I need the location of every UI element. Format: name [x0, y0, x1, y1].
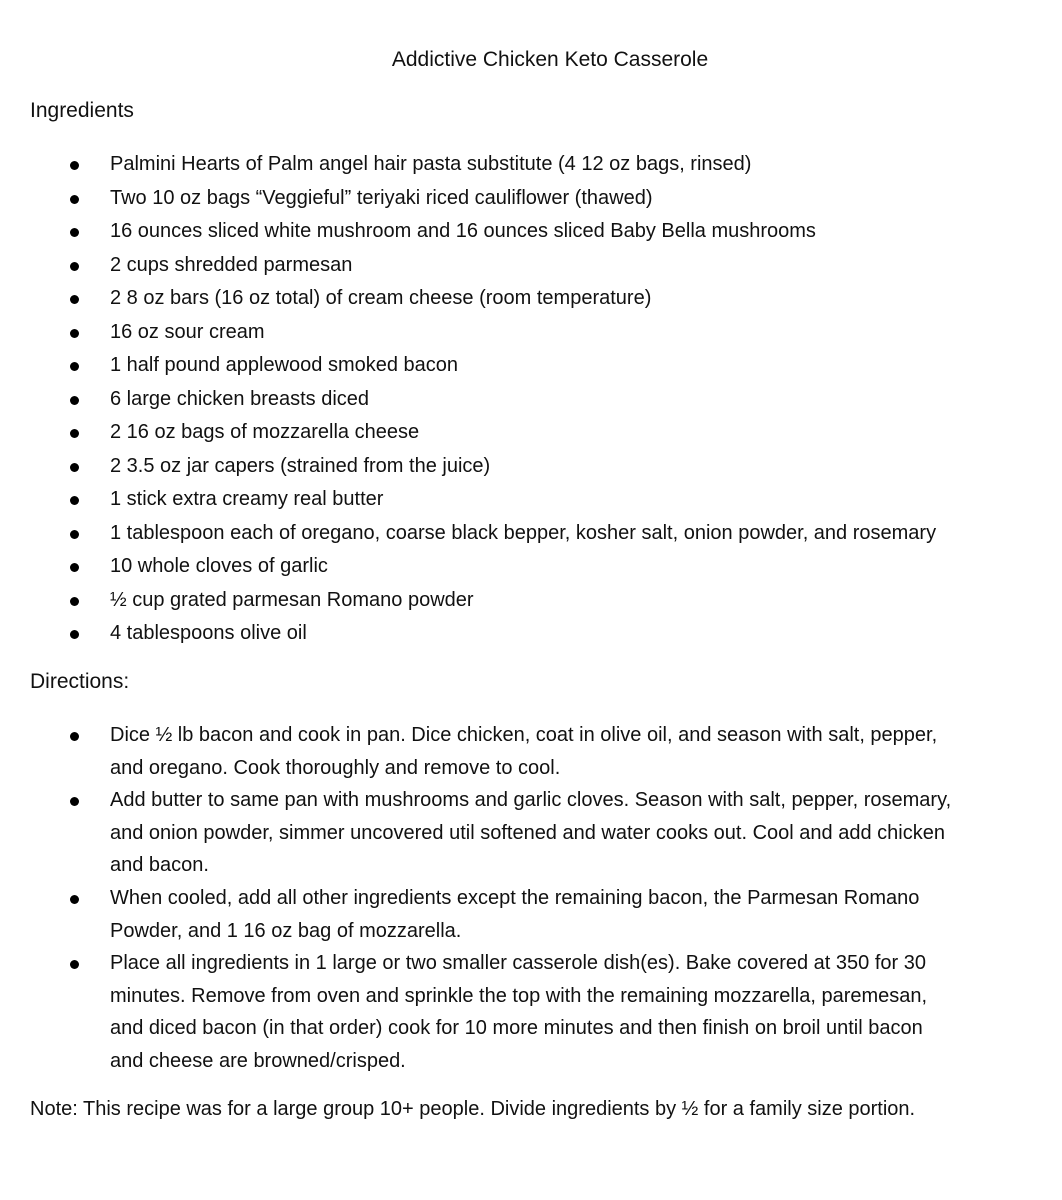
document-title: Addictive Chicken Keto Casserole [391, 48, 709, 71]
bullet-icon [70, 262, 79, 271]
ingredient-text: 16 oz sour cream [110, 320, 265, 343]
ingredient-item [0, 349, 1062, 383]
ingredient-item [0, 416, 1062, 450]
recipe-note: Note: This recipe was for a large group 10+ people. Divide ingredients by ½ for a family size portion. [30, 1098, 916, 1120]
ingredient-text: 4 tablespoons olive oil [110, 622, 307, 644]
bullet-icon [70, 463, 79, 472]
ingredient-item [0, 282, 1062, 316]
ingredients-list [0, 148, 1062, 651]
ingredient-text: Two 10 oz bags “Veggieful” teriyaki riced cauliflower (thawed) [110, 186, 653, 209]
ingredient-item [0, 215, 1062, 249]
bullet-icon [70, 295, 79, 304]
ingredient-item [0, 316, 1062, 350]
direction-text-line: Add butter to same pan with mushrooms and garlic cloves. Season with salt, pepper, rosemary, [110, 789, 952, 812]
ingredient-text: ½ cup grated parmesan Romano powder [110, 588, 474, 611]
ingredient-text: 16 ounces sliced white mushroom and 16 ounces sliced Baby Bella mushrooms [110, 220, 816, 242]
direction-step [0, 719, 1062, 784]
ingredient-text: 2 cups shredded parmesan [110, 253, 353, 276]
bullet-icon [70, 732, 79, 741]
ingredient-text: 2 16 oz bags of mozzarella cheese [110, 421, 420, 443]
ingredient-item [0, 148, 1062, 182]
direction-step [0, 784, 1062, 882]
directions-list [0, 719, 1062, 1078]
ingredient-item [0, 450, 1062, 484]
ingredient-text: 1 tablespoon each of oregano, coarse black bepper, kosher salt, onion powder, and rosemary [110, 521, 937, 544]
ingredient-text: 1 half pound applewood smoked bacon [110, 354, 459, 376]
ingredient-item [0, 182, 1062, 216]
direction-text-line: and oregano. Cook thoroughly and remove to cool. [110, 756, 561, 779]
direction-step [0, 947, 1062, 1077]
direction-text-line: and onion powder, simmer uncovered util softened and water cooks out. Cool and add chicken [110, 821, 945, 844]
bullet-icon [70, 161, 79, 170]
ingredient-item [0, 517, 1062, 551]
bullet-icon [70, 329, 79, 338]
direction-text-line: and diced bacon (in that order) cook for 10 more minutes and then finish on broil until bacon [110, 1017, 923, 1040]
ingredient-item [0, 550, 1062, 584]
bullet-icon [70, 362, 79, 371]
ingredient-text: 2 8 oz bars (16 oz total) of cream cheese (room temperature) [110, 287, 652, 309]
direction-text-line: minutes. Remove from oven and sprinkle the top with the remaining mozzarella, paremesan, [110, 984, 928, 1007]
bullet-icon [70, 228, 79, 237]
bullet-icon [70, 797, 79, 806]
ingredient-item [0, 483, 1062, 517]
direction-text-line: Place all ingredients in 1 large or two smaller casserole dish(es). Bake covered at 350 for 30 [110, 952, 926, 975]
bullet-icon [70, 895, 79, 904]
direction-text-line: Dice ½ lb bacon and cook in pan. Dice chicken, coat in olive oil, and season with salt, pepper, [110, 724, 938, 746]
direction-text-line: and bacon. [110, 854, 209, 877]
directions-heading: Directions: [30, 670, 130, 693]
direction-step [0, 882, 1062, 947]
ingredient-text: 1 stick extra creamy real butter [110, 488, 384, 510]
ingredient-text: 6 large chicken breasts diced [110, 387, 370, 410]
bullet-icon [70, 630, 79, 639]
ingredient-item [0, 584, 1062, 618]
bullet-icon [70, 597, 79, 606]
bullet-icon [70, 960, 79, 969]
direction-text-line: and cheese are browned/crisped. [110, 1049, 406, 1072]
ingredients-heading: Ingredients [30, 99, 134, 122]
bullet-icon [70, 396, 79, 405]
direction-text-line: When cooled, add all other ingredients except the remaining bacon, the Parmesan Romano [110, 886, 920, 909]
bullet-icon [70, 530, 79, 539]
ingredient-text: 2 3.5 oz jar capers (strained from the juice) [110, 454, 491, 477]
ingredient-item [0, 249, 1062, 283]
bullet-icon [70, 429, 79, 438]
ingredient-text: 10 whole cloves of garlic [110, 555, 328, 577]
bullet-icon [70, 563, 79, 572]
ingredient-text: Palmini Hearts of Palm angel hair pasta substitute (4 12 oz bags, rinsed) [110, 153, 752, 175]
ingredient-item [0, 383, 1062, 417]
ingredient-item [0, 617, 1062, 651]
bullet-icon [70, 195, 79, 204]
direction-text-line: Powder, and 1 16 oz bag of mozzarella. [110, 919, 462, 942]
bullet-icon [70, 496, 79, 505]
